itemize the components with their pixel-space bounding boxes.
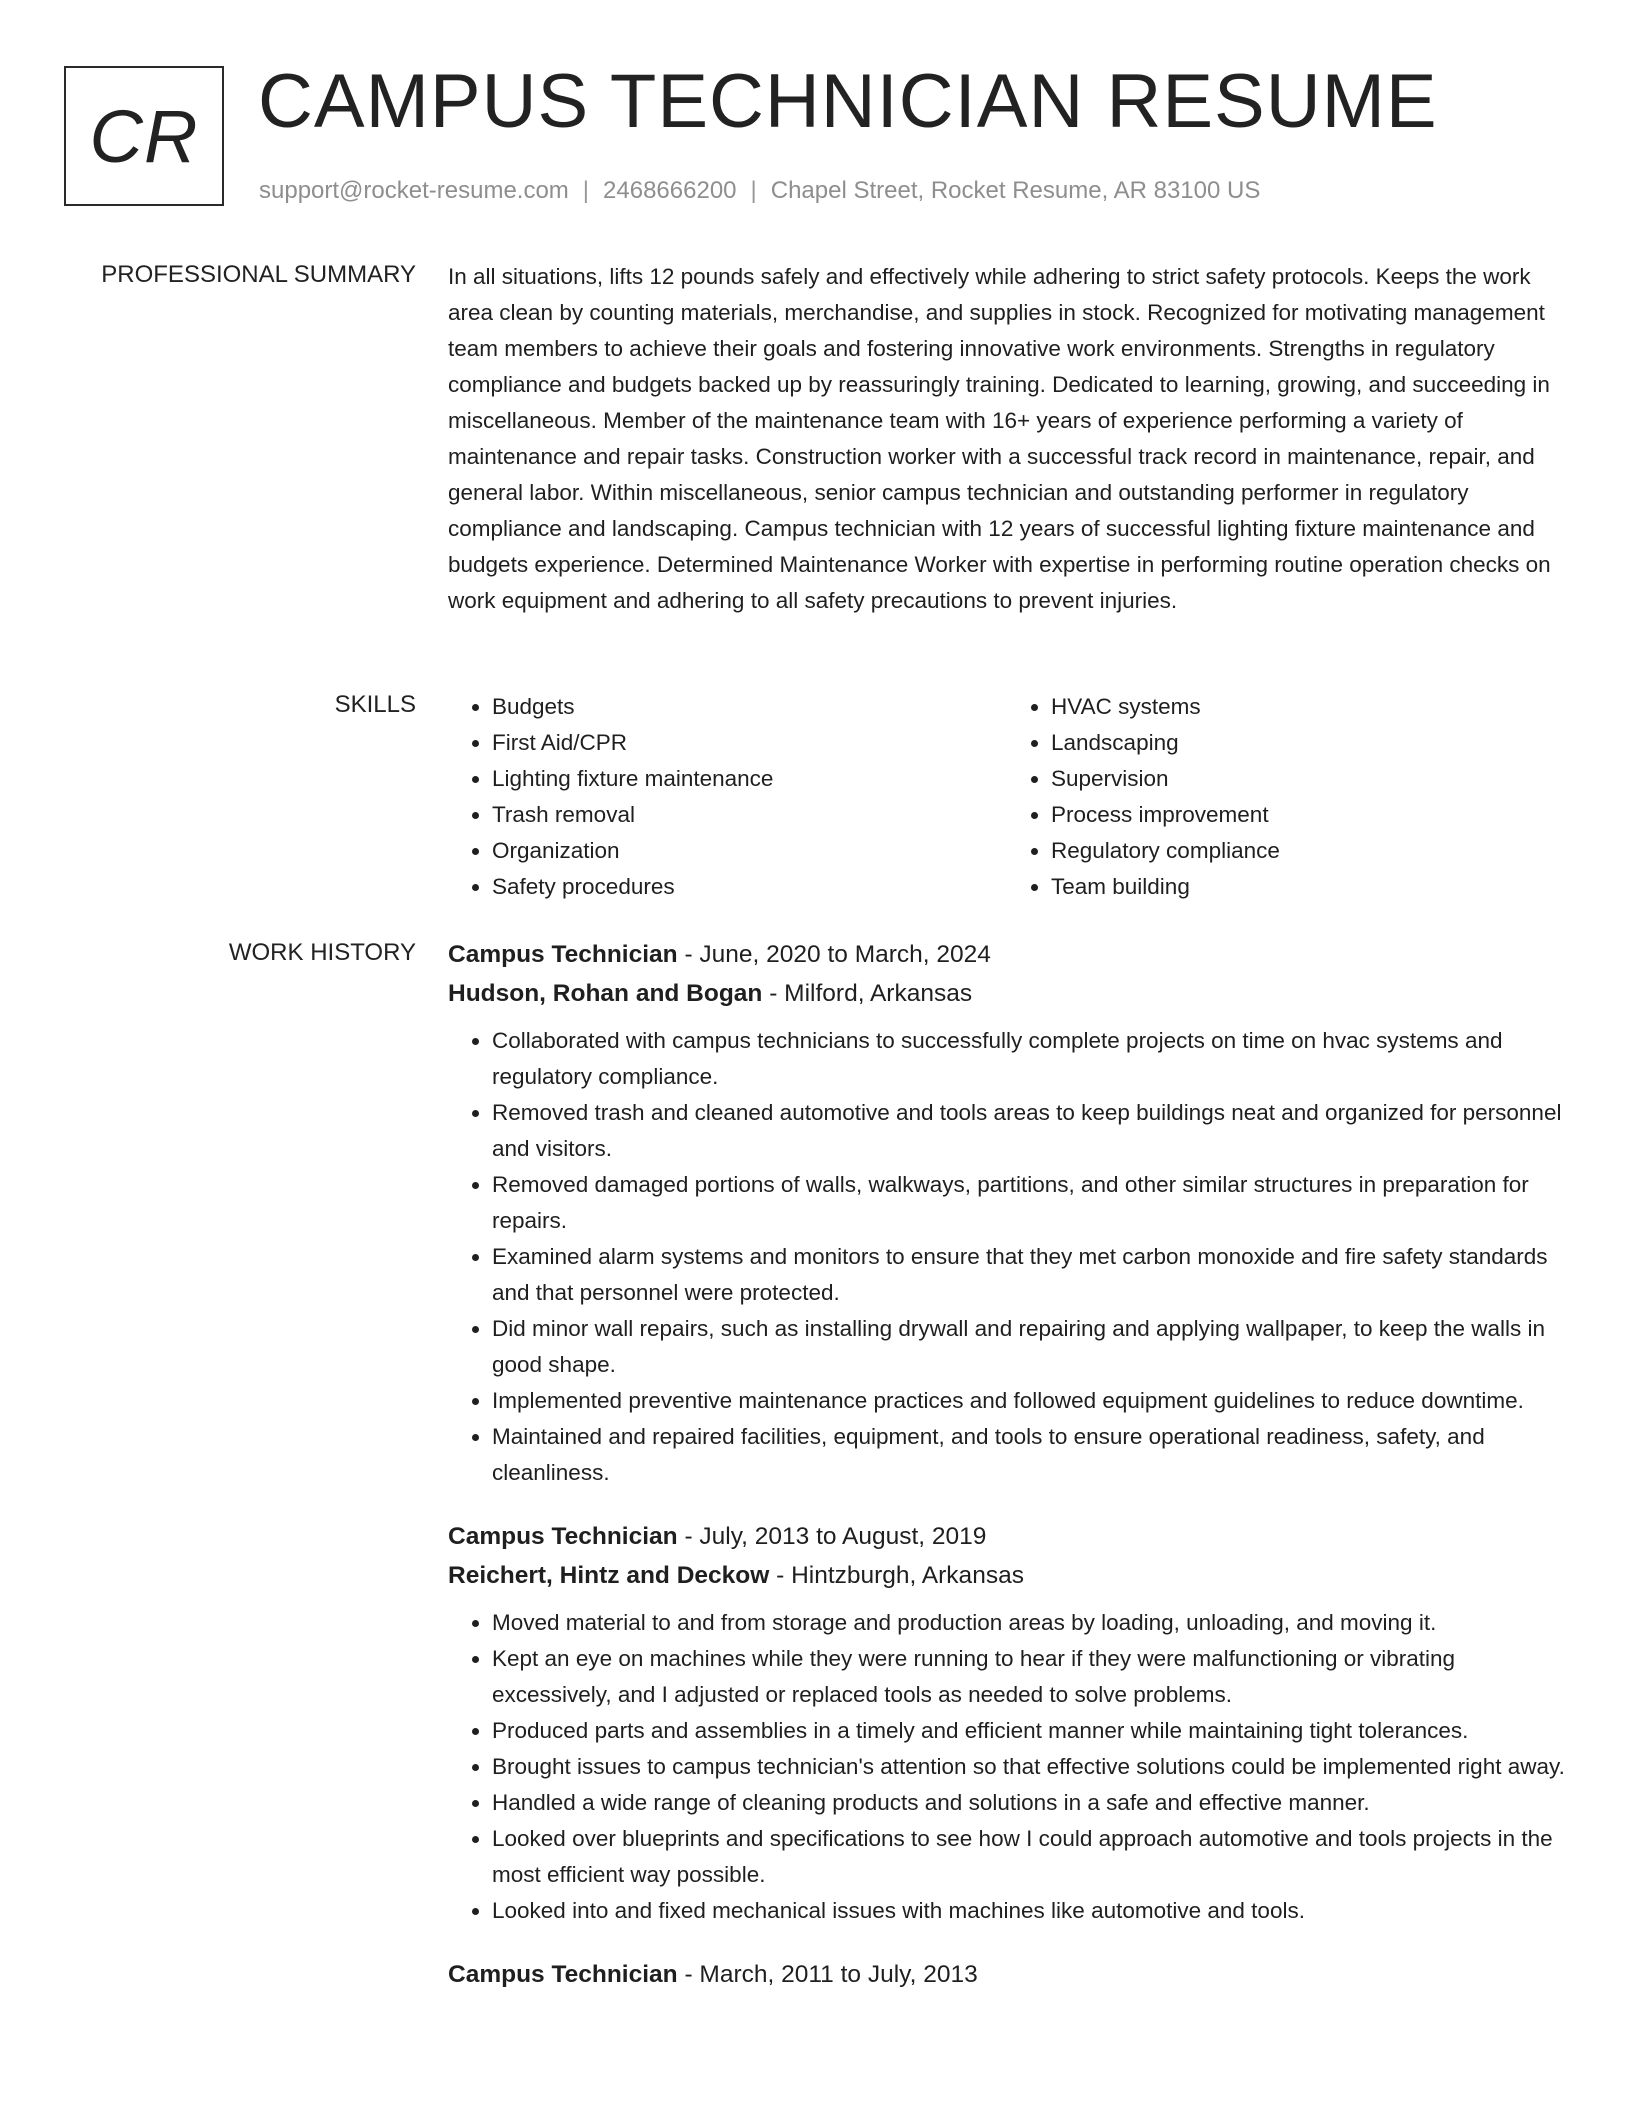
job-location: - Milford, Arkansas [762,980,973,1007]
contact-address: Chapel Street, Rocket Resume, AR 83100 US [770,177,1261,204]
section-label-summary: PROFESSIONAL SUMMARY [101,261,416,288]
job-bullet: • Did minor wall repairs, such as installing drywall and repairing and applying wallpaper, to keep the walls in good shape. [492,1311,1566,1383]
skill-item: • Landscaping [1051,725,1566,761]
skill-item: • Process improvement [1051,797,1566,833]
job-company: Reichert, Hintz and Deckow [448,1562,770,1589]
contact-phone[interactable]: 2468666200 [603,177,737,204]
job-bullet-list [448,1023,1566,1491]
contact-separator: | [750,177,757,204]
job-entry [448,1517,1566,1929]
skill-item: • Team building [1051,869,1566,905]
contact-info [259,174,1260,208]
job-bullet: • Removed damaged portions of walls, walkways, partitions, and other similar structures in preparation for repairs. [492,1167,1566,1239]
contact-separator: | [582,177,590,204]
job-entry [448,1955,1566,1994]
skill-item: • HVAC systems [1051,689,1566,725]
job-company-line [448,974,1566,1013]
skill-item: • Lighting fixture maintenance [492,761,1007,797]
job-bullet: • Removed trash and cleaned automotive and tools areas to keep buildings neat and organized for personnel and visitors. [492,1095,1566,1167]
job-bullet: • Collaborated with campus technicians to successfully complete projects on time on hvac systems and regulatory compliance. [492,1023,1566,1095]
section-label-skills: SKILLS [334,691,416,718]
job-bullet: • Maintained and repaired facilities, equipment, and tools to ensure operational readiness, safety, and cleanliness. [492,1419,1566,1491]
page-title: CAMPUS TECHNICIAN RESUME [258,59,1438,144]
skill-item: • Trash removal [492,797,1007,833]
job-title-line [448,935,1566,974]
job-dates: - June, 2020 to March, 2024 [677,941,991,968]
skill-item: • First Aid/CPR [492,725,1007,761]
job-bullet: • Handled a wide range of cleaning products and solutions in a safe and effective manner. [492,1785,1566,1821]
job-title: Campus Technician [448,1961,678,1988]
summary-text: In all situations, lifts 12 pounds safely and effectively while adhering to strict safety protocols. Keeps the work area clean by counting materials, merchandise, and supplies in stock. Recognized for motivating management team members to achieve their goals and fostering innovative work environments. Strengths in regulatory compliance and budgets backed up by reassuringly training. Dedicated to learning, growing, and succeeding in miscellaneous. Member of the maintenance team with 16+ years of experience performing a variety of maintenance and repair tasks. Construction worker with a successful track record in maintenance, repair, and general labor. Within miscellaneous, senior campus technician and outstanding performer in regulatory compliance and landscaping. Campus technician with 12 years of successful lighting fixture maintenance and budgets experience. Determined Maintenance Worker with expertise in performing routine operation checks on work equipment and adhering to all safety precautions to prevent injuries. [448,264,1551,613]
job-dates: - March, 2011 to July, 2013 [677,1961,978,1988]
skill-item: • Supervision [1051,761,1566,797]
job-title: Campus Technician [448,1523,678,1550]
job-title-line [448,1517,1566,1556]
skill-item: • Organization [492,833,1007,869]
job-company-line [448,1556,1566,1595]
skills-list-left [448,689,1007,905]
skills-list-right [1007,689,1566,905]
job-bullet: • Looked into and fixed mechanical issues with machines like automotive and tools. [492,1893,1566,1929]
job-bullet: • Kept an eye on machines while they were running to hear if they were malfunctioning or vibrating excessively, and I adjusted or replaced tools as needed to solve problems. [492,1641,1566,1713]
job-bullet: • Examined alarm systems and monitors to ensure that they met carbon monoxide and fire safety standards and that personnel were protected. [492,1239,1566,1311]
job-company: Hudson, Rohan and Bogan [448,980,763,1007]
skills-body [448,689,1566,905]
job-entry [448,935,1566,1491]
monogram-logo: CR [64,66,224,206]
job-location: - Hintzburgh, Arkansas [769,1562,1024,1589]
job-title-line [448,1955,1566,1994]
skill-item: • Regulatory compliance [1051,833,1566,869]
work-history-body [448,935,1566,2020]
job-bullet: • Looked over blueprints and specifications to see how I could approach automotive and tools projects in the most efficient way possible. [492,1821,1566,1893]
job-title: Campus Technician [448,941,678,968]
job-bullet: • Brought issues to campus technician's attention so that effective solutions could be implemented right away. [492,1749,1566,1785]
skill-item: • Budgets [492,689,1007,725]
job-bullet: • Moved material to and from storage and production areas by loading, unloading, and moving it. [492,1605,1566,1641]
section-label-work: WORK HISTORY [228,939,416,966]
job-dates: - July, 2013 to August, 2019 [677,1523,987,1550]
job-bullet: • Implemented preventive maintenance practices and followed equipment guidelines to reduce downtime. [492,1383,1566,1419]
skill-item: • Safety procedures [492,869,1007,905]
contact-email[interactable]: support@rocket-resume.com [259,177,569,204]
job-bullet: • Produced parts and assemblies in a timely and efficient manner while maintaining tight tolerances. [492,1713,1566,1749]
job-bullet-list [448,1605,1566,1929]
